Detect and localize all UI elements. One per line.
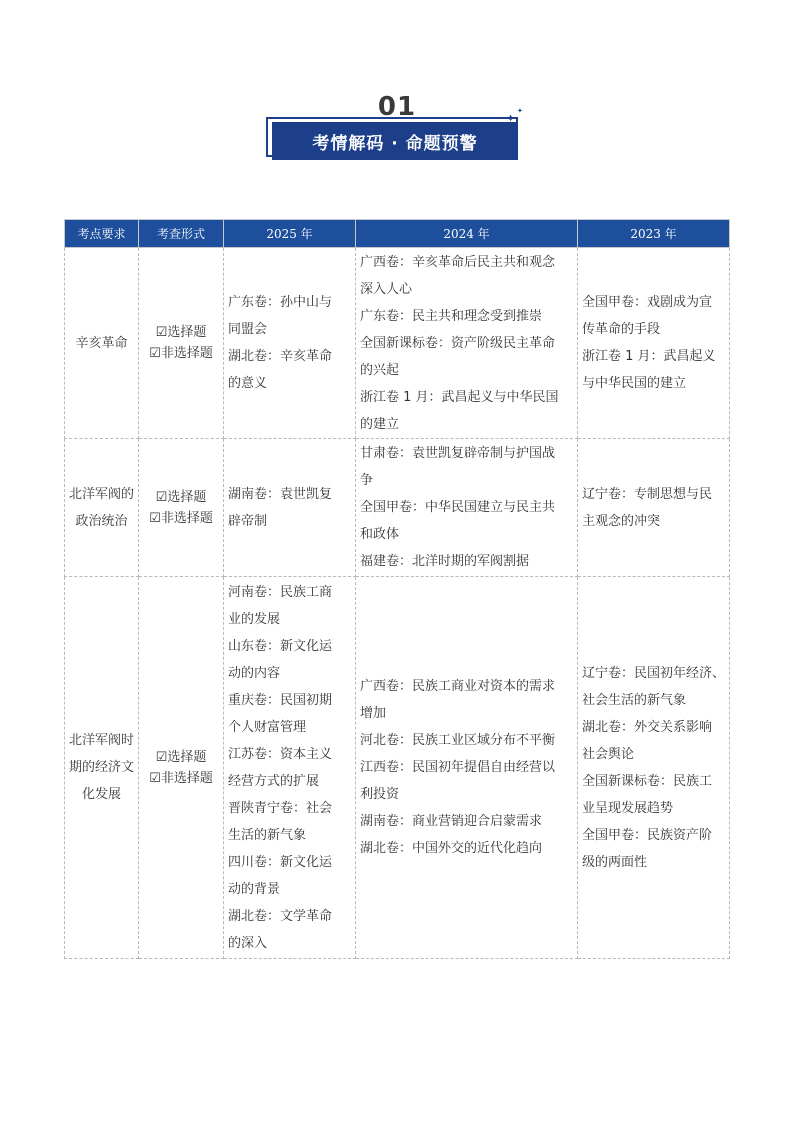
topic-cell (65, 577, 139, 959)
exam-entry-line: 全国甲卷：戏剧成为宣 (582, 295, 713, 310)
exam-entry-line: 晋陕青宁卷：社会 (228, 800, 333, 816)
sparkle-icon: ✦ (506, 112, 516, 125)
exam-entry-line: 的建立 (360, 416, 400, 432)
exam-entry-line: 湖北卷：外交关系影响 (582, 719, 713, 735)
exam-entry-line: 全国新课标卷：民族工 (582, 773, 713, 789)
exam-entry-line: 辟帝制 (228, 513, 268, 529)
exam-entry-line: 湖北卷：辛亥革命 (228, 349, 333, 364)
exam-cell-y2023 (578, 577, 730, 959)
question-type-label: ☑非选择题 (149, 346, 213, 361)
form-cell (139, 577, 224, 959)
exam-entry-line: 湖北卷：中国外交的近代化趋向 (360, 841, 543, 856)
exam-entry-line: 全国甲卷：民族资产阶 (582, 827, 713, 843)
exam-entry-line: 同盟会 (228, 322, 268, 337)
section-number: 01 (377, 92, 417, 122)
exam-entry-line: 增加 (360, 706, 387, 721)
exam-entry-line: 福建卷：北洋时期的军阀割据 (360, 554, 530, 569)
exam-entry-line: 四川卷：新文化运 (228, 854, 333, 870)
table-row (65, 577, 730, 959)
exam-entry-line: 社会舆论 (582, 746, 635, 762)
exam-entry-line: 河北卷：民族工业区域分布不平衡 (360, 733, 556, 748)
question-type-label: ☑非选择题 (149, 770, 213, 786)
exam-entry-line: 全国甲卷：中华民国建立与民主共 (360, 500, 556, 515)
exam-entry-line: 争 (360, 473, 374, 488)
exam-cell-y2025 (224, 248, 356, 439)
exam-entry-line: 辽宁卷：专制思想与民 (582, 486, 713, 502)
table-header-row (65, 220, 730, 248)
exam-entry-line: 的兴起 (360, 362, 400, 378)
section-title: 考情解码 · 命题预警 (272, 122, 518, 160)
exam-entry-line: 深入人心 (360, 281, 413, 297)
exam-entry-line: 主观念的冲突 (582, 513, 661, 529)
exam-entry-line: 动的内容 (228, 665, 281, 681)
topic-text: 北洋军阀时期的经济文化发展 (69, 733, 135, 802)
exam-entry-line: 社会生活的新气象 (582, 692, 687, 708)
exam-entry-line: 个人财富管理 (228, 719, 307, 735)
exam-entry-line: 河南卷：民族工商 (228, 584, 333, 600)
exam-entry-line: 利投资 (360, 787, 400, 802)
exam-entry-line: 业呈现发展趋势 (582, 800, 674, 816)
topic-cell (65, 248, 139, 439)
question-type-label: ☑非选择题 (149, 510, 213, 526)
column-header-form: 考查形式 (139, 220, 224, 248)
exam-entry-line: 广西卷：民族工商业对资本的需求 (360, 679, 556, 694)
exam-entry-line: 和政体 (360, 527, 400, 542)
exam-analysis-table (64, 219, 730, 959)
exam-cell-y2025 (224, 577, 356, 959)
table-row (65, 439, 730, 577)
exam-entry-line: 湖南卷：商业营销迎合启蒙需求 (360, 814, 543, 829)
exam-cell-y2023 (578, 248, 730, 439)
topic-cell (65, 439, 139, 577)
exam-entry-line: 与中华民国的建立 (582, 376, 687, 391)
exam-entry-line: 业的发展 (228, 611, 281, 627)
exam-cell-y2024 (356, 439, 578, 577)
sparkle-icon: ✦ (517, 107, 523, 115)
question-type-label: ☑选择题 (155, 325, 207, 340)
exam-entry-line: 重庆卷：民国初期 (228, 692, 333, 708)
exam-entry-line: 甘肃卷：袁世凯复辟帝制与护国战 (360, 446, 556, 461)
exam-entry-line: 广东卷：民主共和理念受到推崇 (360, 308, 543, 324)
column-header-2025: 2025 年 (224, 220, 356, 248)
exam-entry-line: 动的背景 (228, 881, 281, 897)
question-type-label: ☑选择题 (155, 749, 207, 765)
form-cell (139, 248, 224, 439)
column-header-2024: 2024 年 (356, 220, 578, 248)
column-header-2023: 2023 年 (578, 220, 730, 248)
exam-entry-line: 的深入 (228, 935, 268, 951)
exam-entry-line: 江西卷：民国初年提倡自由经营以 (360, 760, 556, 775)
question-type-label: ☑选择题 (155, 489, 207, 505)
exam-entry-line: 辽宁卷：民国初年经济、 (582, 665, 726, 681)
exam-entry-line: 全国新课标卷：资产阶级民主革命 (360, 335, 556, 351)
exam-entry-line: 山东卷：新文化运 (228, 638, 333, 654)
exam-entry-line: 浙江卷 1 月：武昌起义 (582, 349, 716, 364)
exam-entry-line: 江苏卷：资本主义 (228, 746, 333, 762)
exam-entry-line: 生活的新气象 (228, 827, 307, 843)
exam-entry-line: 广西卷：辛亥革命后民主共和观念 (360, 254, 556, 270)
exam-cell-y2024 (356, 248, 578, 439)
topic-text: 辛亥革命 (75, 335, 128, 351)
exam-entry-line: 经营方式的扩展 (228, 773, 320, 789)
column-header-topic: 考点要求 (65, 220, 139, 248)
exam-entry-line: 湖北卷：文学革命 (228, 908, 333, 924)
exam-entry-line: 浙江卷 1 月：武昌起义与中华民国 (360, 389, 559, 405)
exam-cell-y2025 (224, 439, 356, 577)
exam-cell-y2024 (356, 577, 578, 959)
exam-entry-line: 级的两面性 (582, 854, 648, 870)
table-row (65, 248, 730, 439)
exam-entry-line: 传革命的手段 (582, 322, 661, 337)
exam-entry-line: 湖南卷：袁世凯复 (228, 486, 333, 502)
exam-cell-y2023 (578, 439, 730, 577)
topic-text: 北洋军阀的政治统治 (69, 486, 135, 529)
exam-entry-line: 的意义 (228, 376, 268, 391)
exam-entry-line: 广东卷：孙中山与 (228, 295, 333, 310)
form-cell (139, 439, 224, 577)
